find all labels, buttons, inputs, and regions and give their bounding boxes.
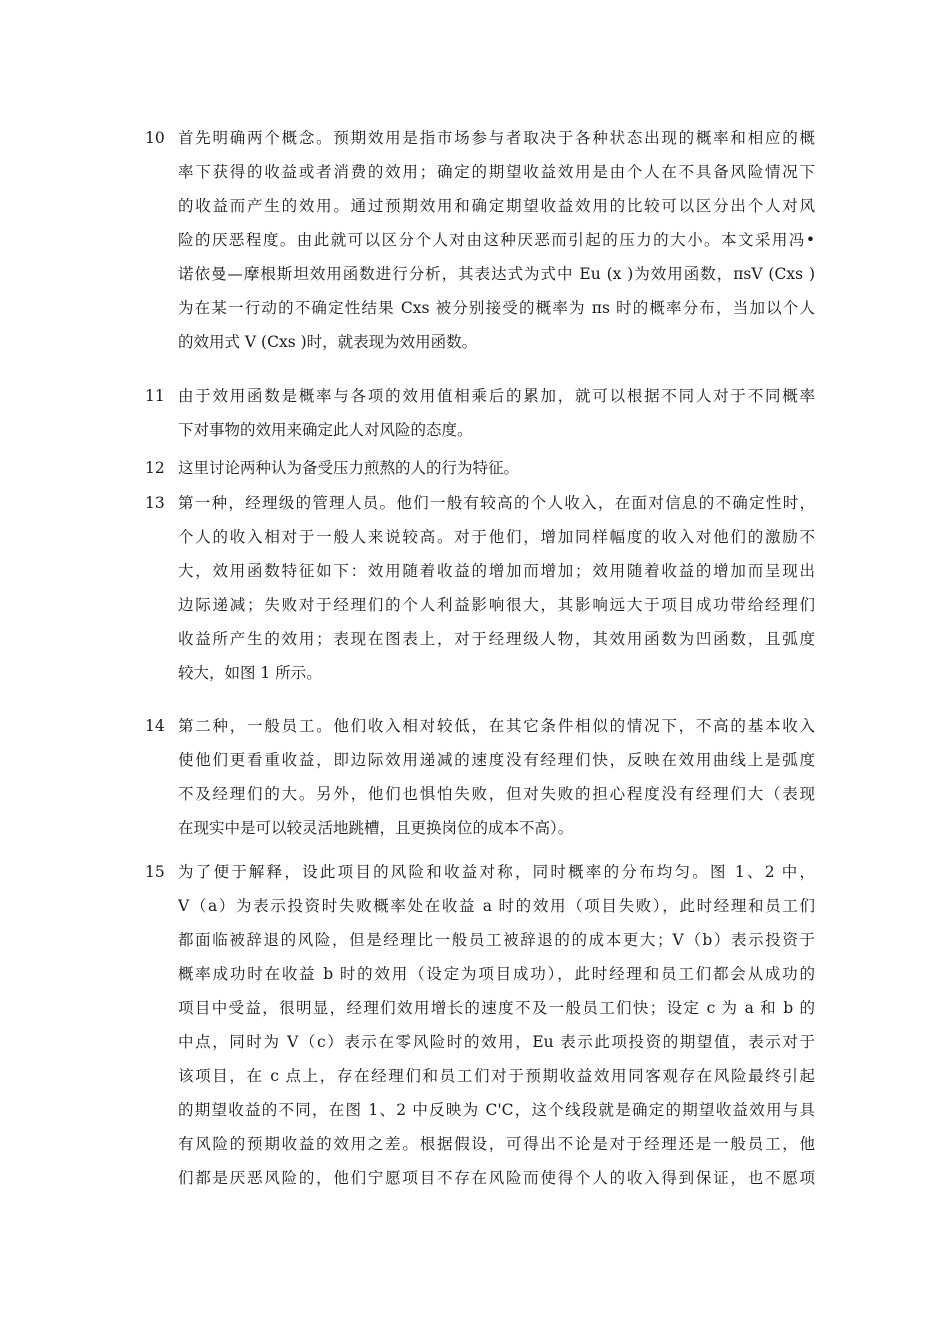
text-line: 们都是厌恶风险的，他们宁愿项目不存在风险而使得个人的收入得到保证，也不愿项 — [178, 1169, 815, 1187]
paragraph-number: 11 — [145, 387, 165, 405]
text-line: 险的厌恶程度。由此就可以区分个人对由这种厌恶而引起的压力的大小。本文采用冯• — [178, 231, 815, 249]
text-line: 的期望收益的不同，在图 1、2 中反映为 C'C，这个线段就是确定的期望收益效用与具 — [178, 1101, 815, 1119]
text-line: 收益所产生的效用；表现在图表上，对于经理级人物，其效用函数为凹函数，且弧度 — [178, 630, 815, 648]
text-line: 首先明确两个概念。预期效用是指市场参与者取决于各种状态出现的概率和相应的概 — [178, 129, 815, 147]
paragraph-number: 15 — [145, 863, 165, 881]
paragraph-number: 12 — [145, 459, 165, 477]
text-line: 边际递减；失败对于经理们的个人利益影响很大，其影响远大于项目成功带给经理们 — [178, 596, 815, 614]
text-line: 都面临被辞退的风险，但是经理比一般员工被辞退的的成本更大；V（b）表示投资于 — [178, 931, 815, 949]
text-line: 诺依曼—摩根斯坦效用函数进行分析，其表达式为式中 Eu (x )为效用函数，πsV (Cxs ) — [178, 265, 815, 283]
text-line: 个人的收入相对于一般人来说较高。对于他们，增加同样幅度的收入对他们的激励不 — [178, 528, 815, 546]
text-line: 的效用式 V (Cxs )时，就表现为效用函数。 — [178, 333, 478, 351]
paragraph-10 — [145, 121, 815, 359]
paragraph-11 — [145, 379, 815, 447]
text-line: 有风险的预期收益的效用之差。根据假设，可得出不论是对于经理还是一般员工，他 — [178, 1135, 815, 1153]
paragraph-number: 13 — [145, 494, 165, 512]
paragraph-12 — [145, 451, 815, 485]
text-line: 概率成功时在收益 b 时的效用（设定为项目成功），此时经理和员工们都会从成功的 — [178, 965, 815, 983]
text-line: 项目中受益，很明显，经理们效用增长的速度不及一般员工们快；设定 c 为 a 和 b 的 — [178, 999, 815, 1017]
text-line: 为了便于解释，设此项目的风险和收益对称，同时概率的分布均匀。图 1、2 中， — [178, 863, 815, 881]
text-line: 大，效用函数特征如下：效用随着收益的增加而增加；效用随着收益的增加而呈现出 — [178, 562, 815, 580]
text-line: 下对事物的效用来确定此人对风险的态度。 — [178, 421, 473, 439]
paragraph-14 — [145, 709, 815, 845]
text-line: 第二种，一般员工。他们收入相对较低，在其它条件相似的情况下，不高的基本收入 — [178, 717, 815, 735]
text-line: 在现实中是可以较灵活地跳槽，且更换岗位的成本不高）。 — [178, 819, 574, 837]
text-line: 由于效用函数是概率与各项的效用值相乘后的累加，就可以根据不同人对于不同概率 — [178, 387, 815, 405]
text-line: 该项目，在 c 点上，存在经理们和员工们对于预期收益效用同客观存在风险最终引起 — [178, 1067, 815, 1085]
paragraph-15 — [145, 855, 815, 1195]
text-line: 这里讨论两种认为备受压力煎熬的人的行为特征。 — [178, 459, 520, 477]
text-line: 率下获得的收益或者消费的效用；确定的期望收益效用是由个人在不具备风险情况下 — [178, 163, 815, 181]
text-line: 的收益而产生的效用。通过预期效用和确定期望收益效用的比较可以区分出个人对风 — [178, 197, 815, 215]
paragraph-number: 14 — [145, 717, 165, 735]
text-line: 中点，同时为 V（c）表示在零风险时的效用，Eu 表示此项投资的期望值，表示对于 — [178, 1033, 815, 1051]
text-line: 第一种，经理级的管理人员。他们一般有较高的个人收入，在面对信息的不确定性时， — [178, 494, 815, 512]
text-line: 较大，如图 1 所示。 — [178, 664, 322, 682]
paragraph-number: 10 — [145, 129, 165, 147]
text-line: V（a）为表示投资时失败概率处在收益 a 时的效用（项目失败），此时经理和员工们 — [178, 897, 815, 915]
paragraph-13 — [145, 486, 815, 690]
text-line: 为在某一行动的不确定性结果 Cxs 被分别接受的概率为 πs 时的概率分布，当加以个人 — [178, 299, 815, 317]
text-line: 不及经理们的大。另外，他们也惧怕失败，但对失败的担心程度没有经理们大（表现 — [178, 785, 815, 803]
text-line: 使他们更看重收益，即边际效用递减的速度没有经理们快，反映在效用曲线上是弧度 — [178, 751, 815, 769]
